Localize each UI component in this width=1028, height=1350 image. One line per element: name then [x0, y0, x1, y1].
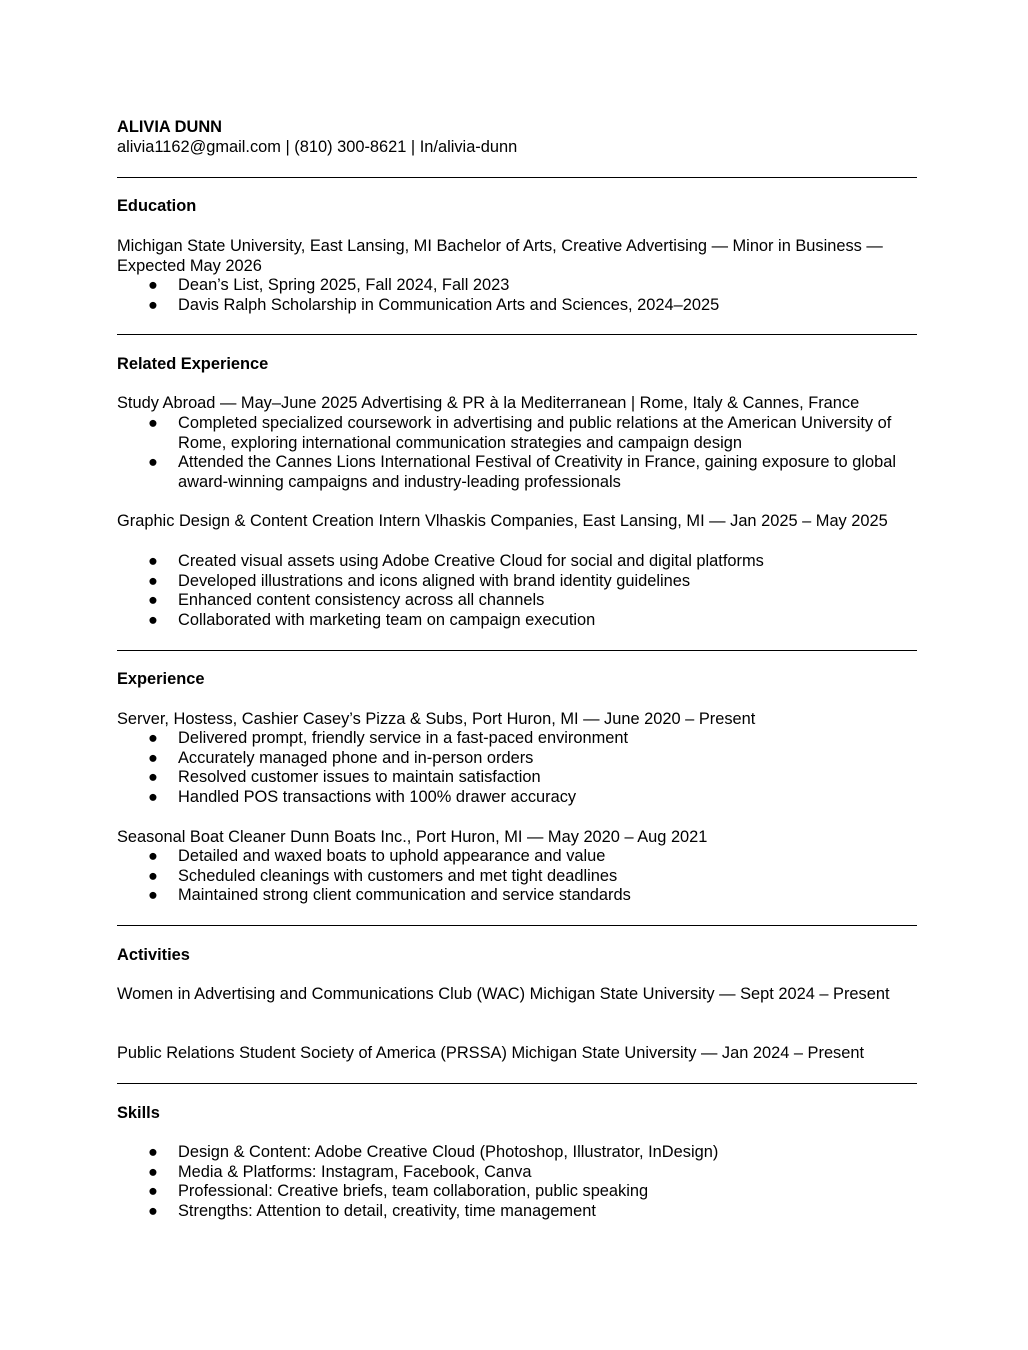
candidate-name: ALIVIA DUNN	[117, 118, 223, 136]
list-item: ● Handled POS transactions with 100% drawer accuracy	[148, 787, 577, 806]
bullet-icon: ●	[148, 591, 158, 610]
list-item: ● Scheduled cleanings with customers and met tight deadlines	[148, 866, 618, 885]
activity-item: Women in Advertising and Communications Club (WAC) Michigan State University — Sept 2024 – Present	[117, 985, 890, 1003]
divider	[117, 334, 917, 335]
job-title: Study Abroad — May–June 2025 Advertising & PR à la Mediterranean | Rome, Italy & Cannes, France	[117, 394, 860, 412]
bullet-icon: ●	[148, 886, 158, 905]
job-title: Server, Hostess, Cashier Casey’s Pizza & Subs, Port Huron, MI — June 2020 – Present	[117, 710, 756, 728]
activity-item: Public Relations Student Society of America (PRSSA) Michigan State University — Jan 2024 – Present	[117, 1044, 865, 1062]
list-item: ● Created visual assets using Adobe Creative Cloud for social and digital platforms	[148, 552, 764, 570]
job-bullets	[117, 729, 917, 807]
list-item: ● Design & Content: Adobe Creative Cloud (Photoshop, Illustrator, InDesign)	[148, 1143, 719, 1161]
list-item: ● Developed illustrations and icons aligned with brand identity guidelines	[148, 571, 691, 590]
list-item: ● Attended the Cannes Lions International Festival of Creativity in France, gaining exposure to global award-winning campaigns and industry-leading professionals	[148, 453, 896, 491]
divider	[117, 650, 917, 651]
bullet-icon: ●	[148, 414, 158, 432]
education-heading: Education	[117, 197, 197, 215]
list-item: ● Dean’s List, Spring 2025, Fall 2024, Fall 2023	[148, 276, 510, 294]
list-item: ● Professional: Creative briefs, team collaboration, public speaking	[148, 1182, 649, 1201]
education-entry: Michigan State University, East Lansing, MI Bachelor of Arts, Creative Advertising — Minor in Business — Expected May 2026	[117, 237, 883, 275]
job-bullets	[117, 847, 917, 906]
experience-heading: Experience	[117, 670, 205, 688]
divider	[117, 1083, 917, 1084]
contact-line: alivia1162@gmail.com | (810) 300-8621 | In/alivia-dunn	[117, 138, 518, 156]
list-item: ● Collaborated with marketing team on campaign execution	[148, 610, 596, 629]
bullet-icon: ●	[148, 1143, 158, 1161]
related-experience-heading: Related Experience	[117, 355, 269, 373]
education-bullets	[117, 276, 917, 315]
list-item: ● Resolved customer issues to maintain satisfaction	[148, 768, 541, 787]
list-item: ● Media & Platforms: Instagram, Facebook, Canva	[148, 1162, 532, 1181]
list-item: ● Davis Ralph Scholarship in Communication Arts and Sciences, 2024–2025	[148, 295, 720, 314]
job-bullets	[117, 552, 917, 630]
list-item: ● Completed specialized coursework in advertising and public relations at the American University of Rome, exploring international communication strategies and campaign design	[148, 414, 892, 452]
list-item: ● Strengths: Attention to detail, creativity, time management	[148, 1201, 596, 1220]
bullet-icon: ●	[148, 610, 158, 629]
bullet-icon: ●	[148, 276, 158, 294]
skills-heading: Skills	[117, 1104, 160, 1122]
bullet-icon: ●	[148, 866, 158, 885]
job-title: Seasonal Boat Cleaner Dunn Boats Inc., Port Huron, MI — May 2020 – Aug 2021	[117, 828, 708, 846]
job-title: Graphic Design & Content Creation Intern Vlhaskis Companies, East Lansing, MI — Jan 2025 – May 2025	[117, 512, 888, 530]
skills-bullets	[117, 1143, 917, 1221]
list-item: ● Enhanced content consistency across all channels	[148, 591, 545, 610]
divider	[117, 925, 917, 926]
bullet-icon: ●	[148, 748, 158, 767]
divider	[117, 177, 917, 178]
bullet-icon: ●	[148, 295, 158, 314]
bullet-icon: ●	[148, 552, 158, 570]
bullet-icon: ●	[148, 1162, 158, 1181]
bullet-icon: ●	[148, 787, 158, 806]
list-item: ● Delivered prompt, friendly service in a fast-paced environment	[148, 729, 629, 747]
bullet-icon: ●	[148, 1201, 158, 1220]
bullet-icon: ●	[148, 1182, 158, 1201]
activities-heading: Activities	[117, 946, 190, 964]
bullet-icon: ●	[148, 453, 158, 472]
bullet-icon: ●	[148, 571, 158, 590]
job-bullets	[117, 414, 917, 492]
bullet-icon: ●	[148, 768, 158, 787]
list-item: ● Maintained strong client communication and service standards	[148, 886, 631, 905]
list-item: ● Accurately managed phone and in-person orders	[148, 748, 534, 767]
bullet-icon: ●	[148, 847, 158, 865]
bullet-icon: ●	[148, 729, 158, 747]
list-item: ● Detailed and waxed boats to uphold appearance and value	[148, 847, 606, 865]
